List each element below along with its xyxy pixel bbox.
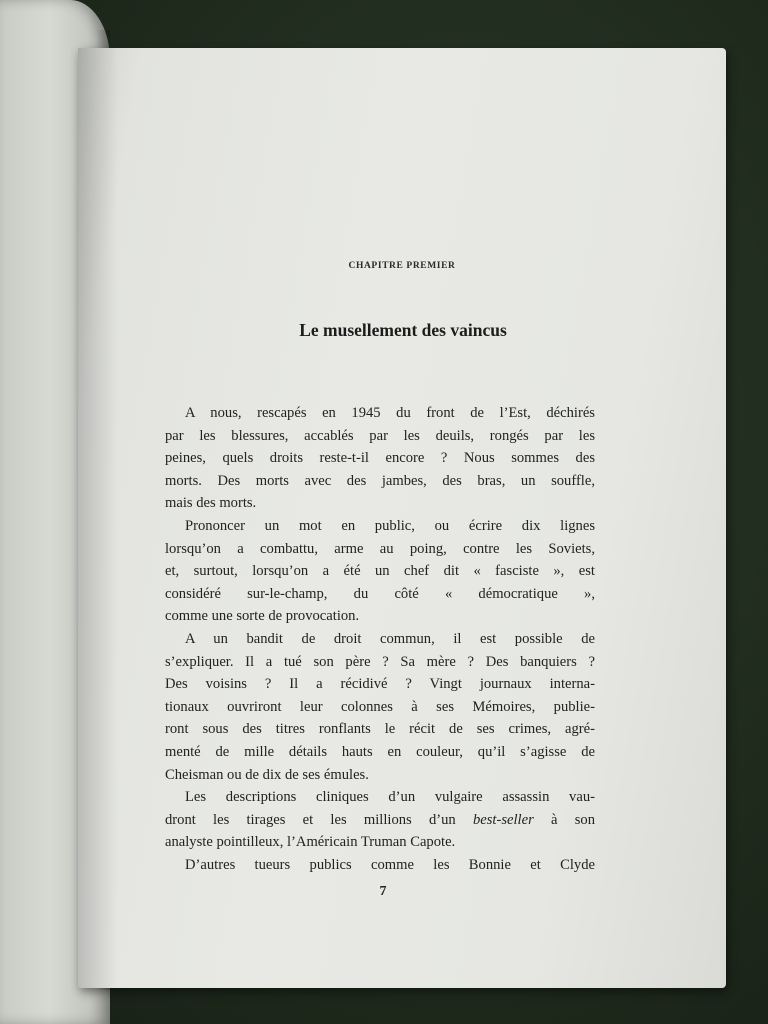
- text-line: s’expliquer. Il a tué son père ? Sa mère ? Des banquiers ?: [165, 653, 595, 670]
- text-line: mais des morts.: [165, 495, 257, 512]
- text-line: considéré sur-le-champ, du côté « démocratique »,: [165, 585, 595, 602]
- text-line: A un bandit de droit commun, il est possible de: [185, 630, 595, 647]
- page-number: 7: [379, 884, 387, 899]
- chapter-title: Le musellement des vaincus: [299, 320, 507, 340]
- text-line: et, surtout, lorsqu’on a été un chef dit « fasciste », est: [165, 563, 595, 580]
- chapter-label: CHAPITRE PREMIER: [348, 261, 456, 271]
- text-line: D’autres tueurs publics comme les Bonnie et Clyde: [185, 856, 595, 873]
- text-line: ront sous des titres ronflants le récit de ses crimes, agré-: [165, 721, 595, 738]
- text-line: dront les tirages et les millions d’un best-seller à son: [165, 811, 595, 828]
- text-line: Des voisins ? Il a récidivé ? Vingt journaux interna-: [165, 676, 595, 693]
- text-line: menté de mille détails hauts en couleur, qu’il s’agisse de: [165, 743, 595, 760]
- text-line: Les descriptions cliniques d’un vulgaire assassin vau-: [185, 789, 595, 806]
- text-line: tionaux ouvriront leur colonnes à ses Mémoires, publie-: [165, 698, 595, 715]
- text-line: lorsqu’on a combattu, arme au poing, contre les Soviets,: [165, 540, 595, 557]
- text-line: morts. Des morts avec des jambes, des bras, un souffle,: [165, 472, 595, 489]
- text-line: par les blessures, accablés par les deuils, rongés par les: [165, 427, 595, 444]
- text-line: comme une sorte de provocation.: [165, 608, 360, 625]
- text-line: Cheisman ou de dix de ses émules.: [165, 766, 369, 783]
- text-line: A nous, rescapés en 1945 du front de l’Est, déchirés: [185, 405, 595, 421]
- text-line: peines, quels droits reste-t-il encore ? Nous sommes des: [165, 450, 595, 467]
- text-line: analyste pointilleux, l’Américain Truman Capote.: [165, 834, 456, 851]
- text-line: Prononcer un mot en public, ou écrire dix lignes: [185, 517, 595, 534]
- body-text: [165, 402, 595, 876]
